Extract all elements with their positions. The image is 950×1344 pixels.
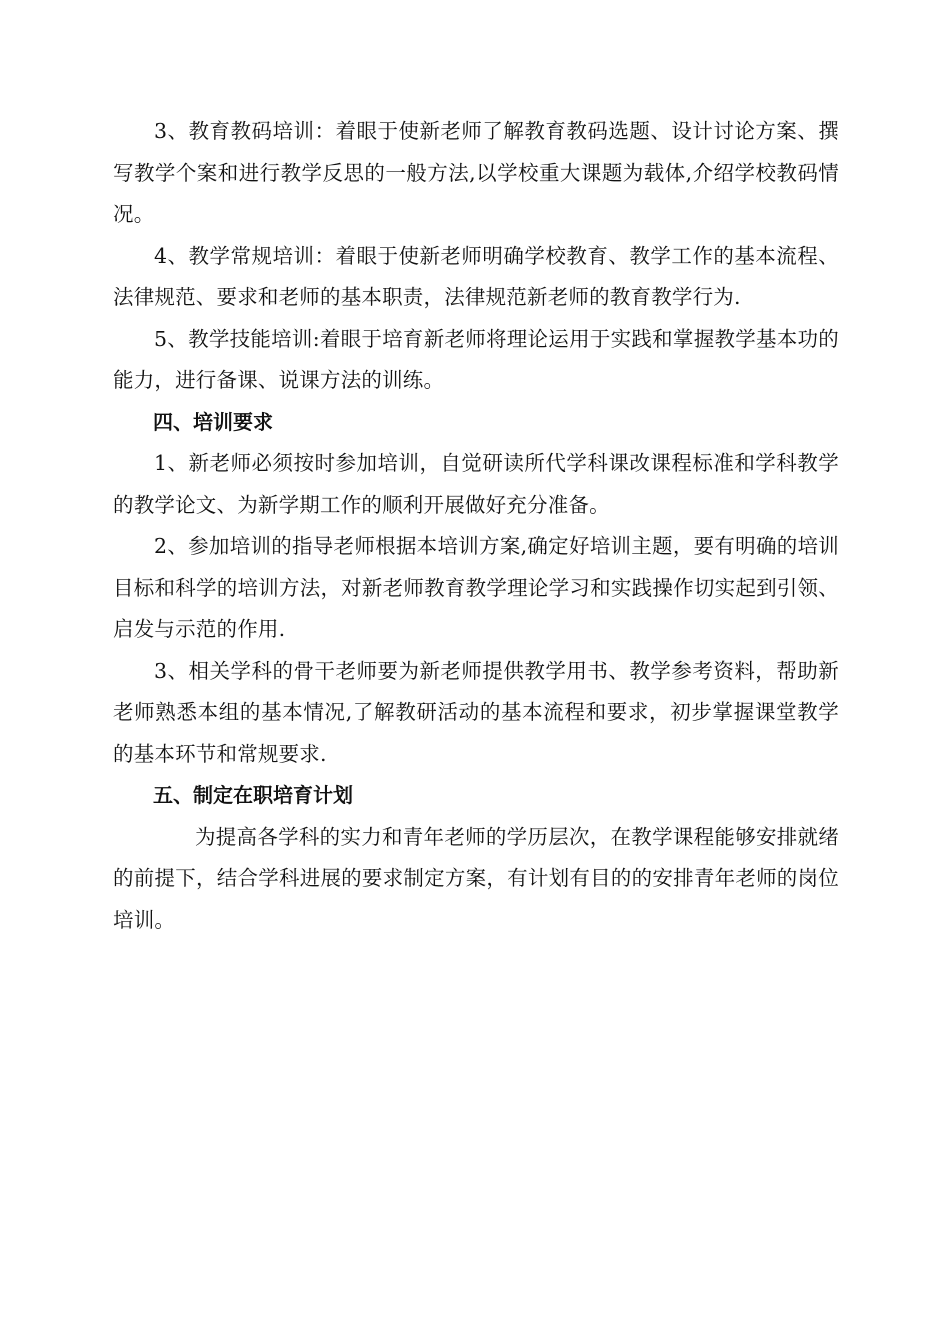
- document-body: [113, 111, 839, 941]
- requirement-item-3: 3、相关学科的骨干老师要为新老师提供教学用书、教学参考资料，帮助新老师熟悉本组的基本情况,了解教研活动的基本流程和要求，初步掌握课堂教学的基本环节和常规要求.: [113, 658, 839, 766]
- section-heading-training-requirements: 四、培训要求: [153, 409, 273, 434]
- paragraph-item-3: 3、教育教码培训：着眼于使新老师了解教育教码选题、设计讨论方案、撰写教学个案和进行教学反思的一般方法,以学校重大课题为载体,介绍学校教码情况。: [113, 119, 839, 226]
- requirement-item-1: 1、新老师必须按时参加培训，自觉研读所代学科课改课程标准和学科教学的教学论文、为新学期工作的顺利开展做好充分准备。: [113, 451, 839, 517]
- section-heading-inservice-plan: 五、制定在职培育计划: [153, 783, 353, 807]
- paragraph-item-4: 4、教学常规培训：着眼于使新老师明确学校教育、教学工作的基本流程、法律规范、要求和老师的基本职责，法律规范新老师的教育教学行为.: [113, 243, 839, 309]
- requirement-item-2: 2、参加培训的指导老师根据本培训方案,确定好培训主题，要有明确的培训目标和科学的培训方法，对新老师教育教学理论学习和实践操作切实起到引领、启发与示范的作用.: [113, 534, 839, 641]
- inservice-plan-paragraph: 为提高各学科的实力和青年老师的学历层次，在教学课程能够安排就绪的前提下，结合学科进展的要求制定方案，有计划有目的的安排青年老师的岗位培训。: [113, 824, 839, 932]
- paragraph-item-5: 5、教学技能培训:着眼于培育新老师将理论运用于实践和掌握教学基本功的能力，进行备课、说课方法的训练。: [113, 326, 839, 392]
